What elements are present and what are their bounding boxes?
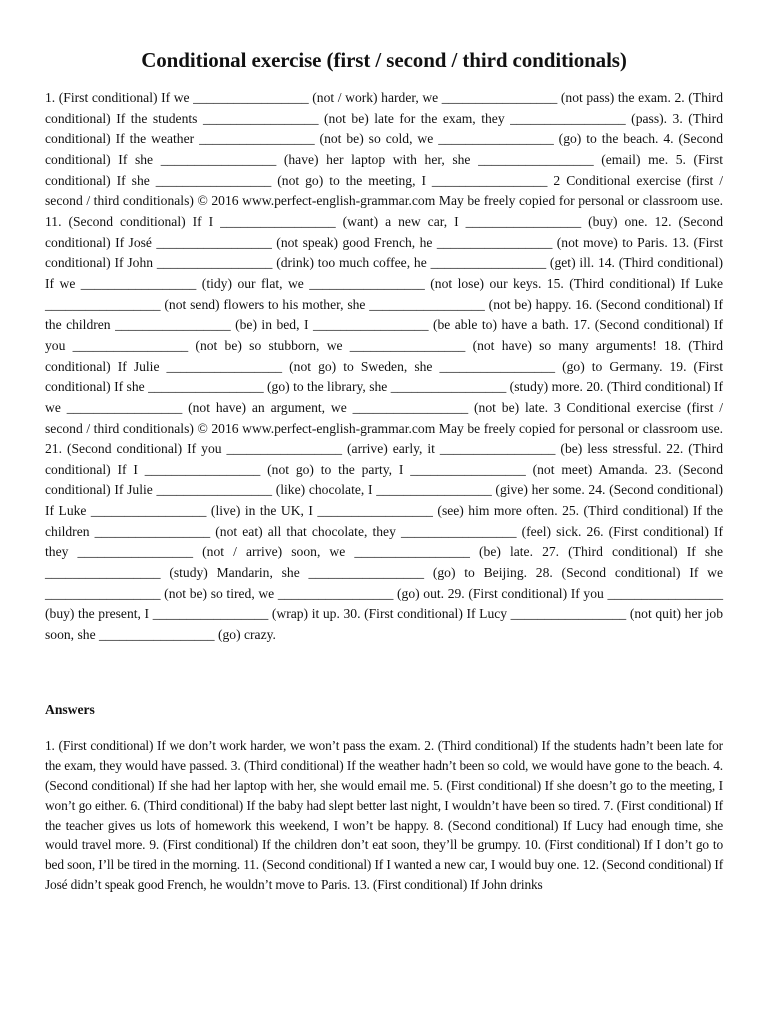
answers-text: 1. (First conditional) If we don’t work harder, we won’t pass the exam. 2. (Third conditional) If the students hadn’t been late for the exam, they would have passed. 3. (Third conditional) If the weather hadn’t been so cold, we would have gone to the beach. 4. (Second conditional) If she had her laptop with her, she would email me. 5. (First conditional) If she doesn’t go to the meeting, I won’t go either. 6. (Third conditional) If the baby had slept better last night, I wouldn’t have been so tired. 7. (First conditional) If the teacher gives us lots of homework this weekend, I won’t be happy. 8. (Second conditional) If Lucy had enough time, she would travel more. 9. (First conditional) If the children don’t eat soon, they’ll be grumpy. 10. (First conditional) If I don’t go to bed soon, I’ll be tired in the morning. 11. (Second conditional) If I wanted a new car, I would buy one. 12. (Second conditional) If José didn’t speak good French, he wouldn’t move to Paris. 13. (First conditional) If John drinks <box>45 737 723 893</box>
answers-heading: Answers <box>45 701 95 717</box>
exercise-text: 1. (First conditional) If we _________________ (not / work) harder, we _________________ (not pass) the exam. 2. (Third conditional) If the students _________________ (not be) late for the exam, they _________________ (pass). 3. (Third conditional) If the weather _________________ (not be) so cold, we _________________ (go) to the beach. 4. (Second conditional) If she _________________ (have) her laptop with her, she _________________ (email) me. 5. (First conditional) If she _________________ (not go) to the meeting, I _________________ 2 Conditional exercise (first / second / third conditionals) © 2016 www.perfect-english-grammar.com May be freely copied for personal or classroom use. 11. (Second conditional) If I _________________ (want) a new car, I _________________ (buy) one. 12. (Second conditional) If José _________________ (not speak) good French, he _________________ (not move) to Paris. 13. (First conditional) If John _________________ (drink) too much coffee, he _________________ (get) ill. 14. (Third conditional) If we _________________ (tidy) our flat, we _________________ (not lose) our keys. 15. (Third conditional) If Luke _________________ (not send) flowers to his mother, she _________________ (not be) happy. 16. (Second conditional) If the children _________________ (be) in bed, I _________________ (be able to) have a bath. 17. (Second conditional) If you _________________ (not be) so stubborn, we _________________ (not have) so many arguments! 18. (Third conditional) If Julie _________________ (not go) to Sweden, she _________________ (go) to Germany. 19. (First conditional) If she _________________ (go) to the library, she _________________ (study) more. 20. (Third conditional) If we _________________ (not have) an argument, we _________________ (not be) late. 3 Conditional exercise (first / second / third conditionals) © 2016 www.perfect-english-grammar.com May be freely copied for personal or classroom use. 21. (Second conditional) If you _________________ (arrive) early, it _________________ (be) less stressful. 22. (Third conditional) If I _________________ (not go) to the party, I _________________ (not meet) Amanda. 23. (Second conditional) If Julie _________________ (like) chocolate, I _________________ (give) her some. 24. (Second conditional) If Luke _________________ (live) in the UK, I _________________ (see) him more often. 25. (Third conditional) If the children _________________ (not eat) all that chocolate, they _________________ (feel) sick. 26. (First conditional) If they _________________ (not / arrive) soon, we _________________ (be) late. 27. (Third conditional) If she _________________ (study) Mandarin, she _________________ (go) to Beijing. 28. (Second conditional) If we _________________ (not be) so tired, we _________________ (go) out. 29. (First conditional) If you _________________ (buy) the present, I _________________ (wrap) it up. 30. (First conditional) If Lucy _________________ (not quit) her job soon, she _________________ (go) crazy. <box>45 90 723 643</box>
document-title: Conditional exercise (first / second / third conditionals) <box>141 48 627 72</box>
